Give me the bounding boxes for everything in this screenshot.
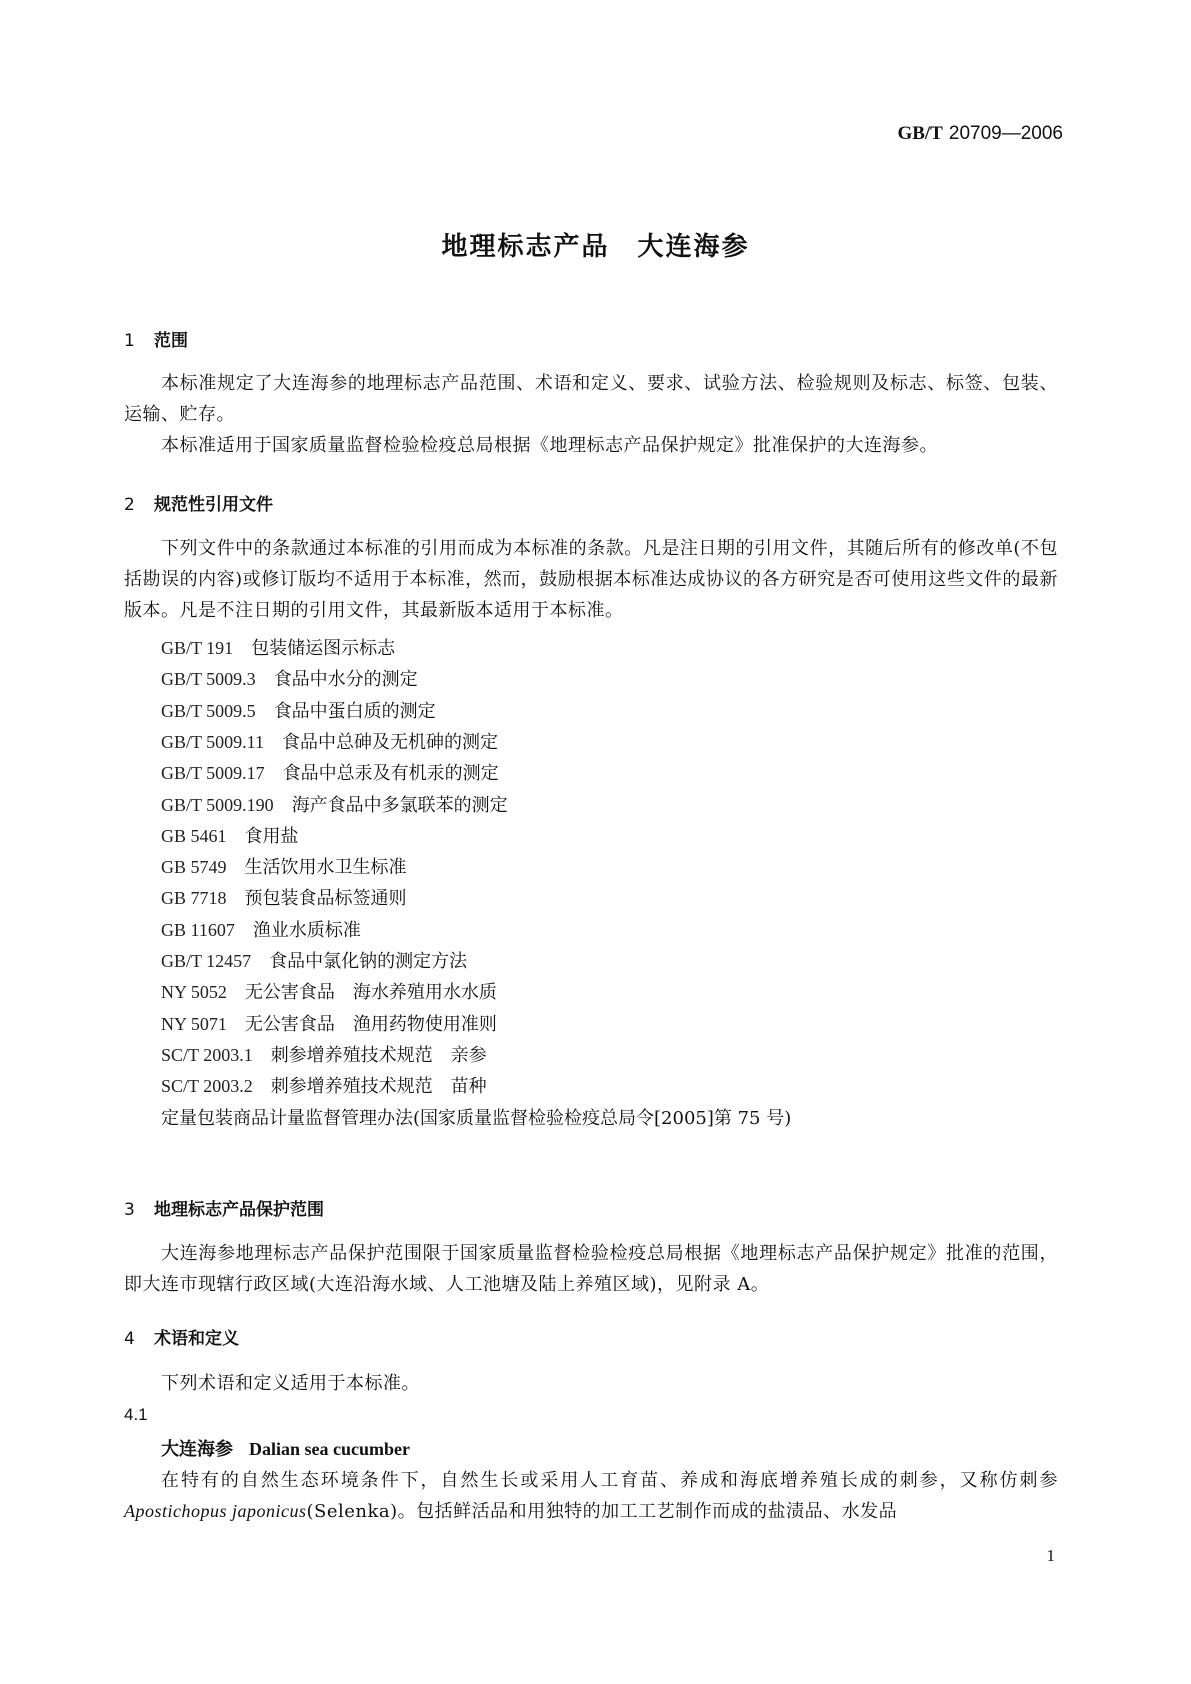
reference-code: GB/T 5009.17	[161, 763, 265, 784]
standard-code	[897, 122, 1063, 145]
section-3-paragraph-1: 大连海参地理标志产品保护范围限于国家质量监督检验检疫总局根据《地理标志产品保护规定》批准的范围，即大连市现辖行政区域(大连沿海水域、人工池塘及陆上养殖区域)，见附录 A。	[124, 1243, 1058, 1295]
section-2-heading	[124, 490, 273, 515]
section-title: 地理标志产品保护范围	[154, 1200, 324, 1220]
reference-code: GB 7718	[161, 888, 227, 909]
reference-item	[161, 758, 499, 789]
reference-title: 刺参增养殖技术规范 亲参	[270, 1044, 487, 1066]
term-definition	[124, 1465, 1058, 1527]
reference-title: 无公害食品 海水养殖用水水质	[244, 982, 497, 1004]
term-english: Dalian sea cucumber	[249, 1439, 410, 1459]
reference-title: 食品中总砷及无机砷的测定	[282, 731, 499, 753]
document-title: 地理标志产品 大连海参	[441, 232, 750, 262]
reference-item	[161, 977, 497, 1008]
reference-item	[161, 1040, 487, 1071]
standard-prefix: GB/T	[897, 123, 943, 144]
section-title: 范围	[154, 331, 188, 351]
reference-item	[161, 1103, 791, 1134]
section-number: 3	[124, 1200, 135, 1220]
reference-title: 海产食品中多氯联苯的测定	[291, 794, 508, 816]
reference-code: SC/T 2003.1	[161, 1044, 253, 1065]
reference-code: GB 5749	[161, 857, 227, 878]
reference-code: GB 11607	[161, 919, 235, 940]
reference-title: 无公害食品 渔用药物使用准则	[244, 1013, 497, 1035]
reference-item	[161, 790, 508, 821]
reference-title: 食品中总汞及有机汞的测定	[282, 763, 499, 785]
term-chinese: 大连海参	[161, 1439, 233, 1460]
section-2-paragraph-1: 下列文件中的条款通过本标准的引用而成为本标准的条款。凡是注日期的引用文件，其随后所有的修改单(不包括勘误的内容)或修订版均不适用于本标准，然而，鼓励根据本标准达成协议的各方研究是否可使用这些文件的最新版本。凡是不注日期的引用文件，其最新版本适用于本标准。	[124, 538, 1058, 621]
reference-item	[161, 727, 498, 758]
reference-item	[161, 883, 407, 914]
definition-text-2: (Selenka)。包括鲜活品和用独特的加工工艺制作而成的盐渍品、水发品	[306, 1501, 898, 1522]
reference-item	[161, 1009, 497, 1040]
reference-code: NY 5052	[161, 982, 227, 1003]
reference-item	[161, 915, 361, 946]
section-1-paragraph-1: 本标准规定了大连海参的地理标志产品范围、术语和定义、要求、试验方法、检验规则及标志、标签、包装、运输、贮存。	[124, 373, 1058, 425]
reference-title: 预包装食品标签通则	[244, 888, 407, 910]
reference-code: GB/T 5009.11	[161, 731, 265, 752]
reference-code: NY 5071	[161, 1013, 227, 1034]
reference-code: SC/T 2003.2	[161, 1076, 253, 1097]
reference-code: GB 5461	[161, 825, 227, 846]
section-4-heading	[124, 1324, 239, 1349]
reference-title: 定量包装商品计量监督管理办法(国家质量监督检验检疫总局令[2005]第 75 号)	[161, 1107, 792, 1129]
reference-item	[161, 821, 299, 852]
reference-code: GB/T 5009.190	[161, 794, 274, 815]
page-number: 1	[1046, 1546, 1055, 1565]
section-number: 4	[124, 1329, 135, 1349]
section-4-paragraph-1: 下列术语和定义适用于本标准。	[161, 1373, 420, 1394]
reference-code: GB/T 191	[161, 638, 234, 658]
reference-item	[161, 696, 436, 727]
reference-title: 食品中水分的测定	[273, 669, 418, 691]
reference-item	[161, 1071, 487, 1102]
reference-title: 生活饮用水卫生标准	[244, 857, 407, 879]
reference-code: GB/T 5009.5	[161, 700, 256, 721]
reference-title: 食用盐	[244, 825, 299, 847]
scientific-name: Apostichopus japonicus	[124, 1501, 307, 1521]
reference-item	[161, 664, 418, 695]
section-3-heading	[124, 1195, 324, 1220]
reference-item	[161, 946, 467, 977]
subsection-number: 4.1	[124, 1405, 148, 1424]
reference-code: GB/T 12457	[161, 951, 252, 971]
reference-code: GB/T 5009.3	[161, 669, 256, 690]
section-1-heading	[124, 326, 188, 351]
section-1-paragraph-2: 本标准适用于国家质量监督检验检疫总局根据《地理标志产品保护规定》批准保护的大连海参。	[161, 435, 938, 456]
section-number: 2	[124, 495, 135, 515]
section-number: 1	[124, 331, 135, 351]
reference-title: 食品中氯化钠的测定方法	[269, 951, 468, 972]
standard-number: 20709—2006	[948, 123, 1063, 144]
section-title: 术语和定义	[154, 1329, 239, 1349]
term-entry	[161, 1435, 410, 1461]
section-title: 规范性引用文件	[154, 495, 273, 515]
reference-title: 渔业水质标准	[252, 919, 361, 941]
reference-title: 包装储运图示标志	[251, 638, 396, 659]
definition-text-1: 在特有的自然生态环境条件下，自然生长或采用人工育苗、养成和海底增养殖长成的刺参，又称仿刺参	[161, 1470, 1058, 1491]
reference-item	[161, 633, 395, 664]
reference-title: 刺参增养殖技术规范 苗种	[270, 1076, 487, 1098]
reference-item	[161, 852, 407, 883]
reference-title: 食品中蛋白质的测定	[273, 700, 436, 722]
